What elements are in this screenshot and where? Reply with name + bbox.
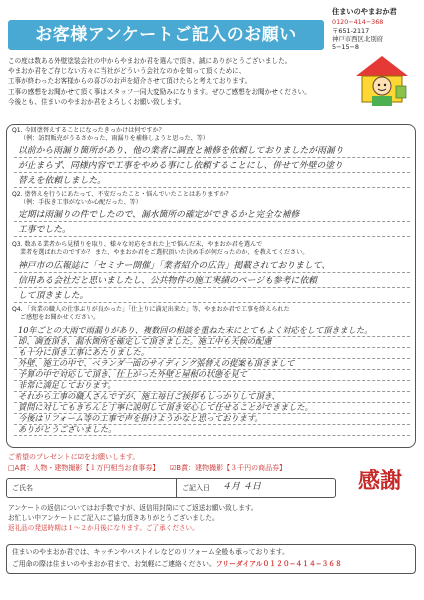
intro-line: 工事の感想をお聞かせて頂く事はスタッフ一同大変励みになります。ぜひご感想をお聞かせください。 (8, 87, 311, 96)
date-value: ４月 ４日 (222, 482, 261, 492)
q1-answer-line: が止まらず、同様内容で工事をやめる事にし依頼することにし、併せて外壁の塗り (18, 161, 343, 171)
q2-example: （例：手抜き工事がないか心配だった、等） (20, 199, 142, 206)
q3-example: 業者を選ばれたのですか？ また、やまおか君をご選択頂いた決め手が何だったのか、を教えてください。 (20, 249, 309, 256)
page-title: お客様アンケートご記入のお願い (35, 25, 297, 45)
present-option-a[interactable] (8, 463, 159, 473)
q4-answer-line: 外壁、施工の中で、ベランダ一面のサイディング張替えの提案も頂きまして (18, 358, 295, 368)
bottom-line-2-text: ご用命の際は住まいのやまおか君まで、お気軽にご連絡ください。 (12, 560, 216, 568)
answer-rule (14, 435, 410, 436)
q4-answer-line: 質問に対してもきちんと丁寧に説明して頂き安心して任せることができました。 (18, 402, 313, 412)
q2-answer-line: 工事でした。 (18, 225, 71, 235)
q4-answer-line: 今後はリフォーム等の工事で声を掛けようかなと思っております。 (18, 413, 263, 423)
intro-line: この度は数ある外壁塗装会社の中からやまおか君を選んで頂き、誠にありがとうございました。 (8, 57, 292, 65)
q3-answer-line: して頂きました。 (18, 291, 89, 301)
q3-question: Q3. 数ある業者から見積りを取り、様々な対応をされた上で悩んだ末、やまおか君を選んで (12, 241, 263, 248)
q1-example: （例：訪問販売がうるさかった、雨漏りを補修しようと思った、等） (20, 135, 209, 142)
q2-question: Q2. 塗替えを行うにあたって、不安だったこと・悩んでいたことはありますか？ (12, 191, 232, 198)
q4-answer-line: それから工事の職人さんですが、施工毎日ご挨拶もしっかりして頂き、 (18, 391, 280, 401)
present-option-a-label: 人物・建物撮影【１万円相当お食事券】 (33, 464, 160, 472)
bottom-line-1: 住まいのやまおか君では、キッチンやバストイレなどのリフォーム全般も承っております。 (12, 548, 289, 556)
q4-answer-line: 非常に満足しております。 (18, 380, 116, 390)
company-address-1: 神戸市西区北別府 (332, 35, 384, 43)
date-label: ご記入日 (182, 484, 210, 492)
q4-answer-line: 即、調査頂き、漏水箇所を確定して頂きました。施工中も天候の配慮 (18, 336, 272, 346)
q3-answer-line: 信用ある会社だと思いましたし、公共物件の施工実績のページも参考に依頼 (18, 276, 317, 286)
intro-line: 今後とも、住まいのやまおか君をよろしくお願い致します。 (8, 97, 186, 106)
q4-answer-line: 予算の中で対応して頂き、仕上がった外壁と屋根の状態を見て (18, 369, 247, 379)
q1-answer-line: 以前から雨漏り箇所があり、他の業者に調査と補修を依頼しておりましたが雨漏り (18, 146, 344, 156)
q4-answer-line: ありがとうございました。 (18, 424, 117, 434)
note-line-shipping: 返礼品の発送時期は１〜２か月後になります。ご了承ください。 (8, 524, 199, 532)
present-option-b-label: 建物撮影【３千円の商品券】 (195, 464, 287, 472)
present-option-a-key: □A賞： (8, 464, 34, 472)
company-phone: 0120−414−368 (332, 18, 384, 26)
mascot-illustration (352, 52, 412, 112)
note-line: お忙しい中アンケートにご記入にご協力頂きありがとうございました。 (8, 514, 219, 522)
signature-divider (176, 478, 177, 498)
q4-example: ご感想をお聞かせください。 (20, 314, 100, 321)
intro-text (8, 56, 311, 107)
intro-line: 工事が終わったお客様からの喜びのお声を紹介させて頂けたらと考えております。 (8, 77, 252, 86)
kansha-stamp: 感謝 (358, 468, 403, 494)
note-line: アンケートの返信についてはお手数ですが、返信用封筒にてご返送お願い致します。 (8, 504, 258, 512)
name-label: ご氏名 (12, 484, 33, 492)
q3-answer-line: 神戸市の広報誌に「セミナー開催」「業者紹介の広告」掲載されておりまして、 (18, 261, 331, 271)
q4-question: Q4. 「営業の職人の仕事ぶりが良かった」「仕上りに満足出来た」等、やまおか君で工事を終えられた (12, 306, 290, 313)
bottom-line-2 (12, 558, 342, 570)
q4-answer-line: 10年ごとの大雨で雨漏りがあり、複数回の相談を重ねた末にとてもよく対応をして頂きました。 (18, 325, 373, 335)
q1-question: Q1. 今回塗替えすることになったきっかけは何ですか？ (12, 127, 165, 134)
mascot-roof-icon (356, 56, 408, 76)
present-label: ご希望のプレゼントに☑をお願いします。 (8, 453, 140, 461)
company-postal: 〒651-2117 (332, 27, 370, 35)
intro-line: やまおか君をご存じない方々に当社がどういう会社なのかを知って頂くために、 (8, 67, 246, 76)
q4-answer-line: も十分に頂き工事にあたりました。 (18, 347, 150, 357)
company-name: 住まいのやまおか君 (332, 7, 397, 16)
q1-answer-line: 替えを依頼しました。 (18, 176, 106, 186)
present-option-b[interactable] (170, 463, 286, 473)
q2-answer-line: 定期は雨漏りの件でしたので、漏水箇所の確定ができるかと完全な補修 (18, 210, 300, 220)
company-address-2: 5−15−8 (332, 43, 359, 51)
present-option-b-key: ☑B賞： (170, 464, 196, 472)
free-dial-number: フリーダイアル０１２０−４１４−３６８ (215, 560, 342, 568)
